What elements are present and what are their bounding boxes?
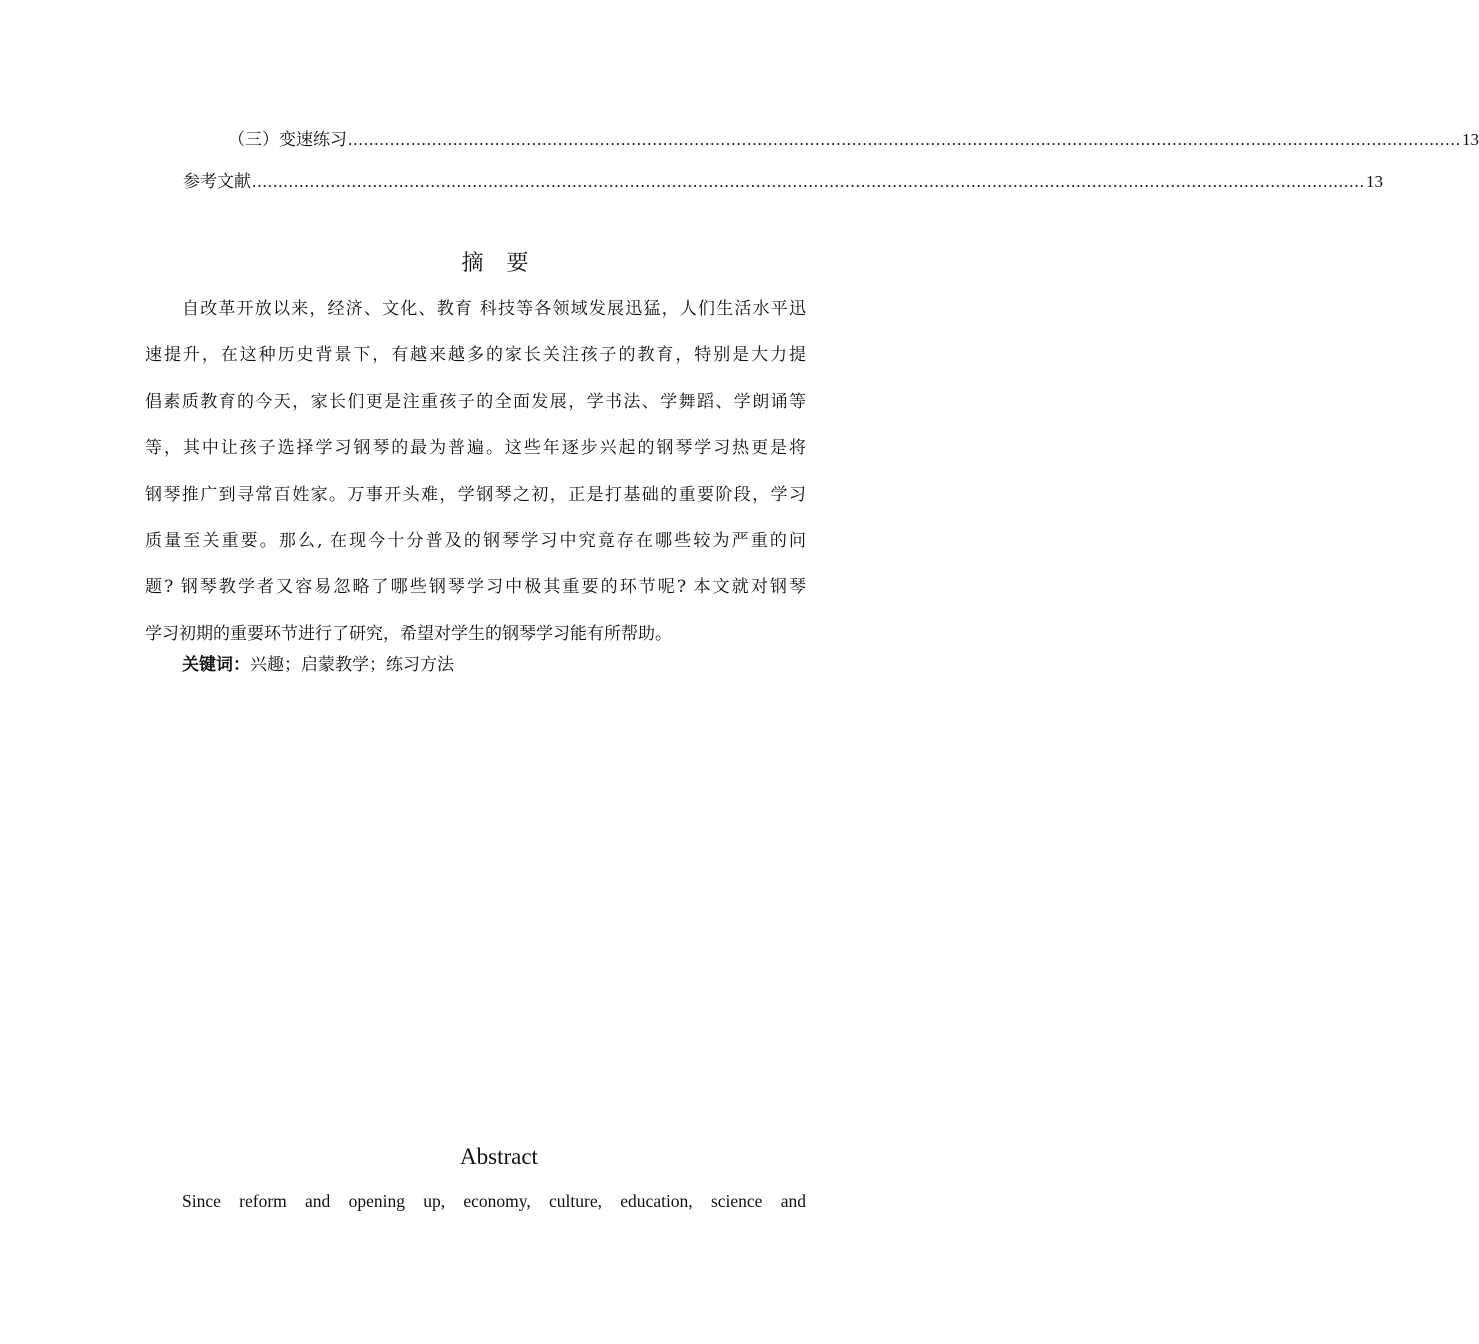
toc-entry[interactable] [183, 171, 1383, 193]
abstract-cn-title: 摘 要 [461, 251, 537, 276]
abstract-cn-line: 质量至关重要。那么, 在现今十分普及的钢琴学习中究竟存在哪些较为严重的问 [145, 530, 806, 551]
abstract-en-line: Since reform and opening up, economy, culture, education, science and [182, 1191, 806, 1211]
toc-entry-page: 13 [1366, 172, 1383, 191]
keywords-label: 关键词： [182, 655, 250, 675]
toc-entry[interactable] [228, 129, 1479, 151]
keywords-value: 兴趣；启蒙教学；练习方法 [250, 655, 454, 675]
toc-entry-page: 13 [1462, 130, 1479, 149]
abstract-cn-line: 速提升，在这种历史背景下，有越来越多的家长关注孩子的教育，特别是大力提 [145, 345, 806, 366]
keywords [182, 652, 454, 678]
abstract-cn-line: 倡素质教育的今天，家长们更是注重孩子的全面发展，学书法、学舞蹈、学朗诵等 [145, 391, 806, 412]
abstract-cn-line: 等，其中让孩子选择学习钢琴的最为普遍。这些年逐步兴起的钢琴学习热更是将 [145, 438, 806, 459]
abstract-cn-line: 钢琴推广到寻常百姓家。万事开头难，学钢琴之初，正是打基础的重要阶段，学习 [145, 484, 806, 505]
abstract-cn-body [145, 286, 806, 657]
toc-leader-dots: .................................................................................................................................................................................................................... [348, 130, 1461, 149]
toc-leader-dots: .................................................................................................................................................................................................................... [252, 172, 1365, 191]
abstract-cn-line: 自改革开放以来，经济、文化、教育 科技等各领域发展迅猛，人们生活水平迅 [182, 299, 806, 319]
toc-entry-label: （三）变速练习 [228, 130, 347, 150]
abstract-en-title: Abstract [460, 1144, 538, 1169]
abstract-cn-line: 学习初期的重要环节进行了研究，希望对学生的钢琴学习能有所帮助。 [145, 623, 672, 644]
toc-entry-label: 参考文献 [183, 172, 251, 192]
abstract-cn-line: 题? 钢琴教学者又容易忽略了哪些钢琴学习中极其重要的环节呢? 本文就对钢琴 [145, 577, 806, 598]
